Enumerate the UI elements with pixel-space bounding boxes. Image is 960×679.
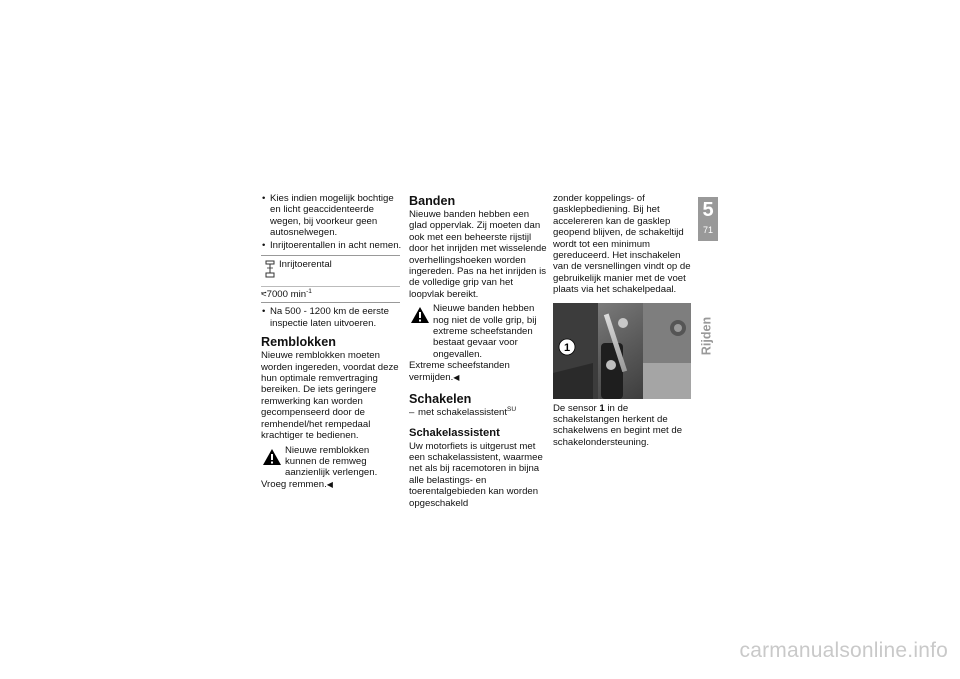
column-3 (553, 193, 691, 448)
spec-value: – <7000 $\min^{-1}$ (261, 287, 400, 302)
warning-banden (409, 303, 547, 383)
sensor-photo (553, 303, 691, 399)
bullet-item: • Inrijtoerentallen in acht nemen. (261, 240, 402, 251)
spec-row-label (261, 256, 400, 287)
heading-banden: Banden (409, 194, 456, 208)
paragraph-banden: Nieuwe banden hebben een glad oppervlak. Zij moeten dan ook met een beheerste rijstijl door het inrijden met wisselende overhellingshoeken worden ingereden. Pas na het inrijden is de volledige grip van het loopvlak bereikt. (409, 209, 547, 300)
bullet-item: • Na 500 - 1200 km de eerste inspectie laten uitvoeren. (261, 306, 402, 329)
paragraph-schakelassistent: Uw motorfiets is uitgerust met een schakelassistent, waarmee net als bij racemotoren in bijna alle belastings- en toerentalgebieden kan worden opgeschakeld (409, 440, 543, 509)
heading-schakelen: Schakelen (409, 392, 472, 407)
spec-label: Inrijtoerental (279, 259, 332, 271)
rpm-gauge-icon (265, 260, 275, 278)
watermark: carmanualsonline.info (739, 639, 948, 662)
bullet-item: • Kies indien mogelijk bochtige en licht geaccidenteerde wegen, bij voorkeur geen autosnelwegen. (261, 193, 402, 239)
photo-callout-1: 1 (563, 341, 571, 354)
warning-remblokken (261, 445, 402, 491)
dash-item: – met schakelassistent$^{SU}$ (409, 407, 547, 418)
warning-text: Nieuwe banden hebben nog niet de volle grip, bij extreme scheefstanden bestaat gevaar voor ongevallen. (433, 303, 537, 360)
paragraph-schakelassistent-cont: zonder koppelings- of gasklepbediening. Bij het accelereren kan de gasklep geopend blijven, de schakeltijd wordt tot een minimum gereduceerd. Het inschakelen van de versnellingen vindt op de gebruikelijk manier met de voet plaats via het schakelpedaal. (553, 193, 691, 296)
warning-text: Nieuwe remblokken kunnen de remweg aanzienlijk verlengen. (285, 444, 378, 479)
warning-action: Extreme scheefstanden vermijden.◀ (409, 360, 510, 383)
page-number: 71 (702, 225, 713, 235)
column-1 (261, 193, 402, 490)
paragraph-remblokken: Nieuwe remblokken moeten worden ingereden, voordat deze hun optimale remvertraging bereiken. De iets geringere remwerking kan worden gecompenseerd door de remhendel/het rempedaal krachtiger te bedienen. (261, 350, 399, 442)
end-marker-icon: ◀ (326, 479, 333, 489)
photo-caption: De sensor 1 in de schakelstangen herkent de schakelwens en begint met de schakelondersteuning. (553, 402, 683, 448)
chapter-tab (698, 197, 718, 240)
column-2 (409, 193, 547, 509)
tab-divider (698, 240, 718, 241)
warning-triangle-icon (410, 306, 430, 324)
spec-table (261, 255, 400, 303)
chapter-number: 5 (702, 199, 714, 221)
end-marker-icon: ◀ (453, 372, 460, 382)
heading-remblokken: Remblokken (261, 335, 336, 350)
warning-triangle-icon (262, 448, 282, 466)
heading-schakelassistent: Schakelassistent (409, 426, 500, 439)
warning-action: Vroeg remmen.◀ (261, 478, 333, 490)
section-side-label: Rijden (699, 316, 714, 356)
